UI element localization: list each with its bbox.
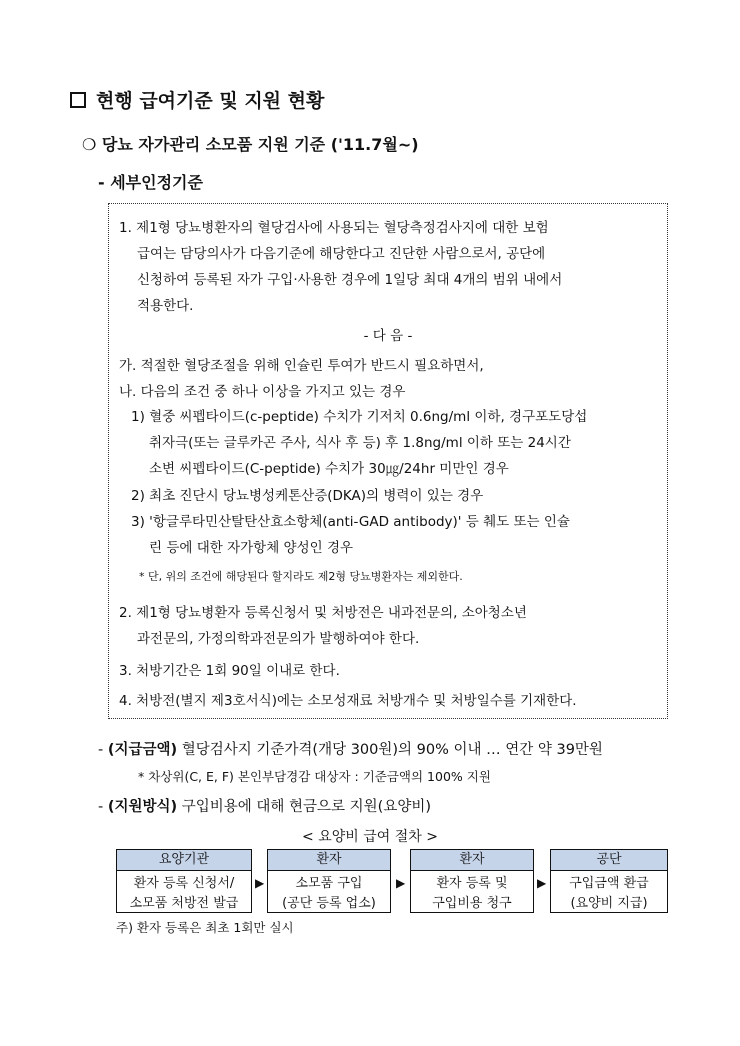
step-4-line2: (요양비 지급)	[570, 896, 648, 911]
item1-line1: 1. 제1형 당뇨병환자의 혈당검사에 사용되는 혈당측정검사지에 대한 보험	[119, 220, 549, 236]
payment-sub: * 차상위(C, E, F) 본인부담경감 대상자 : 기준금액의 100% 지원	[138, 769, 491, 784]
payment-line: - (지급금액) 혈당검사지 기준가격(개당 300원)의 90% 이내 … 연간 약 39만원	[98, 742, 603, 758]
item1-line4: 적용한다.	[137, 298, 194, 314]
step-3-line1: 환자 등록 및	[436, 876, 508, 891]
method-line: - (지원방식) 구입비용에 대해 현금으로 지원(요양비)	[98, 799, 432, 815]
cond3-line1: 3) '항글루타민산탈탄산효소항체(anti-GAD antibody)' 등 췌도 또는 인슐	[131, 514, 570, 530]
item3: 3. 처방기간은 1회 90일 이내로 한다.	[119, 663, 340, 679]
subsection-title: ❍ 당뇨 자가관리 소모품 지원 기준 ('11.7월~)	[82, 135, 419, 154]
arrow-icon: ▶	[537, 876, 547, 890]
process-step-4	[550, 849, 668, 913]
step-2-line2: (공단 등록 업소)	[282, 896, 376, 911]
arrow-icon: ▶	[255, 876, 265, 890]
exception-note: * 단, 위의 조건에 해당된다 할지라도 제2형 당뇨병환자는 제외한다.	[139, 570, 463, 583]
process-step-1	[116, 849, 252, 913]
item4: 4. 처방전(별지 제3호서식)에는 소모성재료 처방개수 및 처방일수를 기재한다.	[119, 693, 577, 709]
payment-label: (지급금액)	[107, 742, 178, 758]
cond1-line3: 소변 씨펩타이드(C-peptide) 수치가 30㎍/24hr 미만인 경우	[149, 461, 509, 477]
cond1-line2: 취자극(또는 글루카곤 주사, 식사 후 등) 후 1.8ng/ml 이하 또는 24시간	[149, 435, 571, 451]
cond2: 2) 최초 진단시 당뇨병성케톤산증(DKA)의 병력이 있는 경우	[131, 488, 484, 504]
criteria-box	[108, 203, 668, 719]
step-4-line1: 구입금액 환급	[569, 876, 649, 891]
detail-title: - 세부인정기준	[98, 173, 203, 192]
payment-text: 혈당검사지 기준가격(개당 300원)의 90% 이내 … 연간 약 39만원	[181, 742, 603, 758]
condition-na: 나. 다음의 조건 중 하나 이상을 가지고 있는 경우	[119, 384, 406, 400]
arrow-icon: ▶	[396, 876, 406, 890]
item1-line3: 신청하여 등록된 자가 구입·사용한 경우에 1일당 최대 4개의 범위 내에서	[137, 272, 563, 288]
circle-bullet-icon: ❍	[82, 135, 102, 154]
step-2-head: 환자	[268, 850, 390, 871]
method-label: (지원방식)	[107, 799, 178, 815]
process-step-3	[410, 849, 534, 913]
step-1-line1: 환자 등록 신청서/	[133, 876, 235, 891]
step-4-head: 공단	[551, 850, 667, 871]
step-3-head: 환자	[411, 850, 533, 871]
section-title-text: 현행 급여기준 및 지원 현황	[96, 90, 325, 112]
step-1-head: 요양기관	[117, 850, 251, 871]
process-step-2	[267, 849, 391, 913]
step-2-line1: 소모품 구입	[295, 876, 363, 891]
footnote: 주) 환자 등록은 최초 1회만 실시	[116, 920, 294, 935]
condition-ga: 가. 적절한 혈당조절을 위해 인슐린 투여가 반드시 필요하면서,	[119, 358, 484, 374]
item2-line2: 과전문의, 가정의학과전문의가 발행하여야 한다.	[137, 631, 420, 647]
step-1-line2: 소모품 처방전 발급	[129, 896, 239, 911]
process-title: < 요양비 급여 절차 >	[302, 829, 438, 845]
item2-line1: 2. 제1형 당뇨병환자 등록신청서 및 처방전은 내과전문의, 소아청소년	[119, 605, 527, 621]
item1-line2: 급여는 담당의사가 다음기준에 해당한다고 진단한 사람으로서, 공단에	[137, 246, 546, 262]
section-title	[70, 86, 324, 113]
checkbox-square-icon	[70, 92, 86, 108]
step-3-line2: 구입비용 청구	[432, 896, 512, 911]
cond1-line1: 1) 혈중 씨펩타이드(c-peptide) 수치가 기저치 0.6ng/ml 이하, 경구포도당섭	[131, 409, 588, 425]
cond3-line2: 린 등에 대한 자가항체 양성인 경우	[149, 540, 354, 556]
method-text: 구입비용에 대해 현금으로 지원(요양비)	[181, 799, 432, 815]
dagum: - 다 음 -	[363, 328, 413, 344]
